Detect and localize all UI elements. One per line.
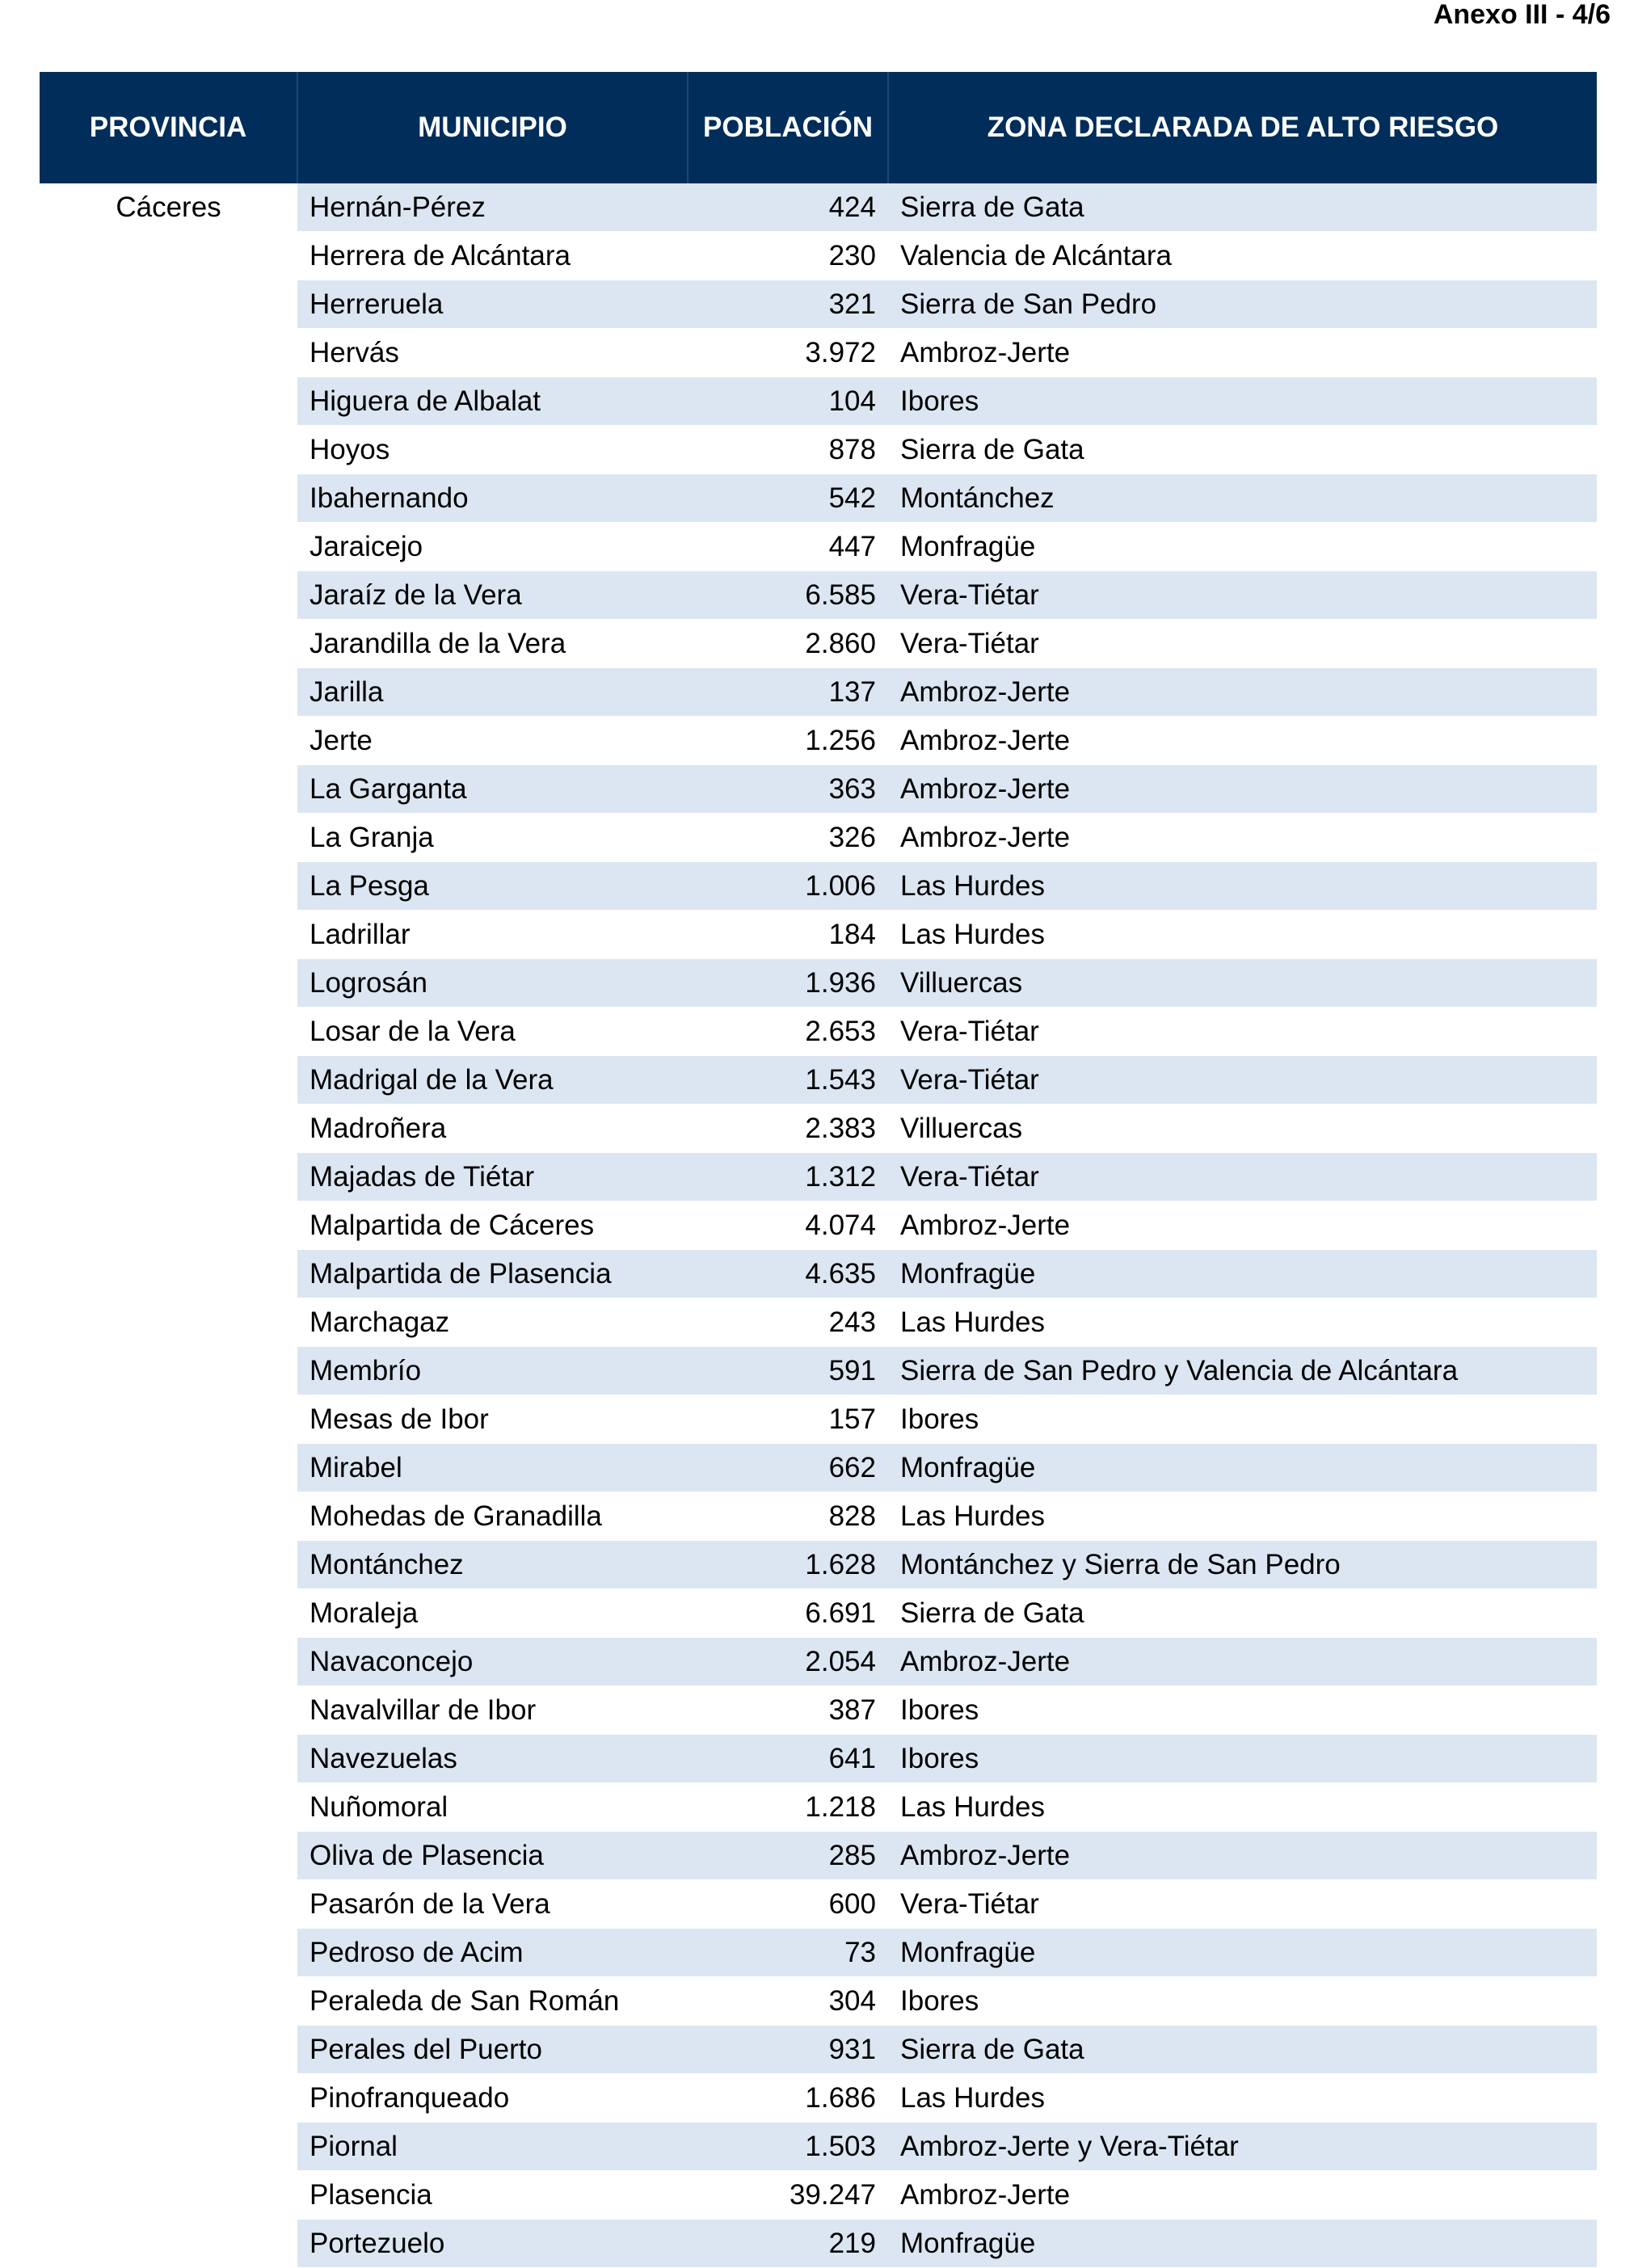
cell-municipio: Hervás xyxy=(297,329,688,377)
cell-zona: Sierra de Gata xyxy=(888,183,1597,232)
cell-municipio: Malpartida de Cáceres xyxy=(297,1201,688,1250)
cell-provincia xyxy=(40,1638,297,1686)
table-header xyxy=(40,72,1597,183)
cell-zona: Ambroz-Jerte xyxy=(888,2171,1597,2220)
cell-provincia xyxy=(40,1250,297,1298)
cell-zona: Ambroz-Jerte xyxy=(888,814,1597,862)
cell-municipio: Nuñomoral xyxy=(297,1783,688,1832)
cell-provincia xyxy=(40,862,297,911)
table-row xyxy=(40,280,1597,329)
cell-poblacion: 1.312 xyxy=(688,1153,888,1201)
cell-poblacion: 321 xyxy=(688,280,888,329)
table-row xyxy=(40,232,1597,280)
cell-provincia xyxy=(40,1492,297,1541)
cell-zona: Monfragüe xyxy=(888,523,1597,571)
cell-provincia xyxy=(40,1589,297,1638)
cell-poblacion: 243 xyxy=(688,1298,888,1347)
cell-provincia xyxy=(40,1201,297,1250)
cell-provincia xyxy=(40,1977,297,2026)
table-row xyxy=(40,1832,1597,1880)
cell-zona: Ambroz-Jerte xyxy=(888,1201,1597,1250)
cell-poblacion: 230 xyxy=(688,232,888,280)
cell-provincia xyxy=(40,717,297,765)
cell-zona: Ibores xyxy=(888,1977,1597,2026)
header-provincia: PROVINCIA xyxy=(40,72,297,183)
cell-poblacion: 387 xyxy=(688,1686,888,1735)
cell-municipio: Hernán-Pérez xyxy=(297,183,688,232)
table-row xyxy=(40,1347,1597,1395)
cell-municipio: Logrosán xyxy=(297,959,688,1008)
cell-poblacion: 2.383 xyxy=(688,1105,888,1153)
table-row xyxy=(40,1977,1597,2026)
cell-provincia xyxy=(40,329,297,377)
cell-poblacion: 157 xyxy=(688,1395,888,1444)
cell-poblacion: 600 xyxy=(688,1880,888,1929)
cell-poblacion: 304 xyxy=(688,1977,888,2026)
cell-poblacion: 931 xyxy=(688,2026,888,2074)
cell-municipio: Peraleda de San Román xyxy=(297,1977,688,2026)
cell-poblacion: 591 xyxy=(688,1347,888,1395)
cell-zona: Ibores xyxy=(888,377,1597,426)
table-row xyxy=(40,571,1597,620)
cell-poblacion: 285 xyxy=(688,1832,888,1880)
cell-poblacion: 4.074 xyxy=(688,1201,888,1250)
cell-poblacion: 1.936 xyxy=(688,959,888,1008)
cell-poblacion: 6.585 xyxy=(688,571,888,620)
cell-poblacion: 104 xyxy=(688,377,888,426)
cell-municipio: Majadas de Tiétar xyxy=(297,1153,688,1201)
table-row xyxy=(40,183,1597,232)
cell-provincia xyxy=(40,1832,297,1880)
cell-poblacion: 39.247 xyxy=(688,2171,888,2220)
cell-provincia xyxy=(40,2026,297,2074)
cell-zona: Sierra de San Pedro xyxy=(888,280,1597,329)
table-header-row xyxy=(40,72,1597,183)
cell-provincia xyxy=(40,1395,297,1444)
cell-municipio: Pinofranqueado xyxy=(297,2074,688,2123)
cell-municipio: Portezuelo xyxy=(297,2220,688,2268)
header-municipio: MUNICIPIO xyxy=(297,72,688,183)
cell-municipio: Jaraíz de la Vera xyxy=(297,571,688,620)
cell-poblacion: 219 xyxy=(688,2220,888,2268)
cell-poblacion: 2.054 xyxy=(688,1638,888,1686)
cell-zona: Sierra de Gata xyxy=(888,426,1597,474)
cell-poblacion: 447 xyxy=(688,523,888,571)
table-row xyxy=(40,1201,1597,1250)
cell-municipio: Jerte xyxy=(297,717,688,765)
cell-provincia xyxy=(40,1880,297,1929)
cell-zona: Vera-Tiétar xyxy=(888,1153,1597,1201)
cell-poblacion: 1.218 xyxy=(688,1783,888,1832)
cell-municipio: Losar de la Vera xyxy=(297,1008,688,1056)
table-row xyxy=(40,620,1597,668)
table-row xyxy=(40,814,1597,862)
table-row xyxy=(40,1492,1597,1541)
cell-municipio: Hoyos xyxy=(297,426,688,474)
cell-provincia xyxy=(40,765,297,814)
cell-zona: Vera-Tiétar xyxy=(888,620,1597,668)
cell-municipio: La Garganta xyxy=(297,765,688,814)
cell-municipio: Plasencia xyxy=(297,2171,688,2220)
cell-municipio: Mesas de Ibor xyxy=(297,1395,688,1444)
cell-zona: Las Hurdes xyxy=(888,1492,1597,1541)
cell-municipio: Pedroso de Acim xyxy=(297,1929,688,1977)
table-row xyxy=(40,2026,1597,2074)
cell-provincia xyxy=(40,1153,297,1201)
cell-zona: Las Hurdes xyxy=(888,862,1597,911)
cell-provincia xyxy=(40,1444,297,1492)
cell-zona: Las Hurdes xyxy=(888,1298,1597,1347)
table-row xyxy=(40,1638,1597,1686)
cell-zona: Monfragüe xyxy=(888,2220,1597,2268)
cell-provincia xyxy=(40,1735,297,1783)
cell-municipio: Mirabel xyxy=(297,1444,688,1492)
cell-provincia xyxy=(40,1783,297,1832)
table-row xyxy=(40,717,1597,765)
cell-municipio: Jarandilla de la Vera xyxy=(297,620,688,668)
table-row xyxy=(40,426,1597,474)
table-row xyxy=(40,1880,1597,1929)
cell-poblacion: 73 xyxy=(688,1929,888,1977)
cell-zona: Ambroz-Jerte xyxy=(888,1638,1597,1686)
cell-zona: Ambroz-Jerte xyxy=(888,329,1597,377)
table-row xyxy=(40,1686,1597,1735)
cell-provincia xyxy=(40,2220,297,2268)
cell-zona: Valencia de Alcántara xyxy=(888,232,1597,280)
municipality-table xyxy=(40,72,1597,2268)
cell-municipio: Navalvillar de Ibor xyxy=(297,1686,688,1735)
table-body xyxy=(40,183,1597,2268)
table-row xyxy=(40,1589,1597,1638)
cell-provincia xyxy=(40,620,297,668)
cell-provincia xyxy=(40,1347,297,1395)
cell-zona: Las Hurdes xyxy=(888,1783,1597,1832)
cell-zona: Vera-Tiétar xyxy=(888,571,1597,620)
table-row xyxy=(40,329,1597,377)
cell-zona: Las Hurdes xyxy=(888,2074,1597,2123)
table-row xyxy=(40,1929,1597,1977)
cell-zona: Vera-Tiétar xyxy=(888,1056,1597,1105)
cell-provincia xyxy=(40,523,297,571)
cell-municipio: Moraleja xyxy=(297,1589,688,1638)
cell-provincia xyxy=(40,814,297,862)
cell-poblacion: 641 xyxy=(688,1735,888,1783)
table-row xyxy=(40,2220,1597,2268)
table-row xyxy=(40,911,1597,959)
table-row xyxy=(40,1056,1597,1105)
cell-provincia: Cáceres xyxy=(40,183,297,232)
cell-zona: Ambroz-Jerte xyxy=(888,668,1597,717)
cell-zona: Monfragüe xyxy=(888,1250,1597,1298)
cell-poblacion: 878 xyxy=(688,426,888,474)
cell-provincia xyxy=(40,571,297,620)
cell-municipio: Navaconcejo xyxy=(297,1638,688,1686)
cell-municipio: Ladrillar xyxy=(297,911,688,959)
cell-municipio: Herreruela xyxy=(297,280,688,329)
cell-zona: Villuercas xyxy=(888,959,1597,1008)
table-row xyxy=(40,1541,1597,1589)
cell-municipio: Navezuelas xyxy=(297,1735,688,1783)
cell-zona: Ambroz-Jerte y Vera-Tiétar xyxy=(888,2123,1597,2171)
cell-provincia xyxy=(40,668,297,717)
cell-provincia xyxy=(40,377,297,426)
cell-provincia xyxy=(40,1541,297,1589)
cell-provincia xyxy=(40,2171,297,2220)
cell-poblacion: 363 xyxy=(688,765,888,814)
cell-poblacion: 137 xyxy=(688,668,888,717)
cell-provincia xyxy=(40,1929,297,1977)
cell-municipio: Jaraicejo xyxy=(297,523,688,571)
table-row xyxy=(40,474,1597,523)
cell-poblacion: 326 xyxy=(688,814,888,862)
cell-poblacion: 424 xyxy=(688,183,888,232)
table-row xyxy=(40,1444,1597,1492)
table-row xyxy=(40,765,1597,814)
table-row xyxy=(40,1250,1597,1298)
header-poblacion: POBLACIÓN xyxy=(688,72,888,183)
table-row xyxy=(40,1105,1597,1153)
header-zona: ZONA DECLARADA DE ALTO RIESGO xyxy=(888,72,1597,183)
table-row xyxy=(40,1395,1597,1444)
cell-poblacion: 662 xyxy=(688,1444,888,1492)
cell-municipio: Oliva de Plasencia xyxy=(297,1832,688,1880)
cell-provincia xyxy=(40,1686,297,1735)
cell-provincia xyxy=(40,1008,297,1056)
cell-provincia xyxy=(40,232,297,280)
cell-zona: Montánchez y Sierra de San Pedro xyxy=(888,1541,1597,1589)
cell-poblacion: 6.691 xyxy=(688,1589,888,1638)
cell-zona: Sierra de San Pedro y Valencia de Alcántara xyxy=(888,1347,1597,1395)
cell-municipio: Madroñera xyxy=(297,1105,688,1153)
table-row xyxy=(40,1783,1597,1832)
table-row xyxy=(40,1735,1597,1783)
cell-municipio: Higuera de Albalat xyxy=(297,377,688,426)
cell-poblacion: 3.972 xyxy=(688,329,888,377)
cell-zona: Vera-Tiétar xyxy=(888,1880,1597,1929)
table-row xyxy=(40,959,1597,1008)
cell-poblacion: 2.653 xyxy=(688,1008,888,1056)
cell-municipio: Mohedas de Granadilla xyxy=(297,1492,688,1541)
cell-provincia xyxy=(40,1105,297,1153)
cell-municipio: La Granja xyxy=(297,814,688,862)
cell-provincia xyxy=(40,1298,297,1347)
cell-municipio: Herrera de Alcántara xyxy=(297,232,688,280)
cell-poblacion: 4.635 xyxy=(688,1250,888,1298)
cell-provincia xyxy=(40,1056,297,1105)
table-row xyxy=(40,1153,1597,1201)
cell-provincia xyxy=(40,2123,297,2171)
cell-provincia xyxy=(40,426,297,474)
cell-zona: Ambroz-Jerte xyxy=(888,1832,1597,1880)
table-row xyxy=(40,1008,1597,1056)
table-row xyxy=(40,377,1597,426)
table-row xyxy=(40,2074,1597,2123)
cell-poblacion: 1.628 xyxy=(688,1541,888,1589)
cell-zona: Las Hurdes xyxy=(888,911,1597,959)
cell-municipio: Piornal xyxy=(297,2123,688,2171)
cell-zona: Ibores xyxy=(888,1686,1597,1735)
cell-municipio: Madrigal de la Vera xyxy=(297,1056,688,1105)
cell-municipio: Ibahernando xyxy=(297,474,688,523)
cell-poblacion: 1.503 xyxy=(688,2123,888,2171)
cell-poblacion: 1.543 xyxy=(688,1056,888,1105)
cell-municipio: Jarilla xyxy=(297,668,688,717)
cell-zona: Sierra de Gata xyxy=(888,1589,1597,1638)
cell-poblacion: 542 xyxy=(688,474,888,523)
cell-provincia xyxy=(40,911,297,959)
cell-poblacion: 1.006 xyxy=(688,862,888,911)
table-row xyxy=(40,668,1597,717)
cell-poblacion: 1.256 xyxy=(688,717,888,765)
cell-zona: Villuercas xyxy=(888,1105,1597,1153)
cell-zona: Montánchez xyxy=(888,474,1597,523)
cell-zona: Monfragüe xyxy=(888,1444,1597,1492)
cell-municipio: Montánchez xyxy=(297,1541,688,1589)
cell-zona: Vera-Tiétar xyxy=(888,1008,1597,1056)
cell-zona: Ambroz-Jerte xyxy=(888,717,1597,765)
cell-municipio: Perales del Puerto xyxy=(297,2026,688,2074)
cell-provincia xyxy=(40,280,297,329)
cell-provincia xyxy=(40,959,297,1008)
cell-municipio: Malpartida de Plasencia xyxy=(297,1250,688,1298)
table-row xyxy=(40,2171,1597,2220)
cell-zona: Ibores xyxy=(888,1395,1597,1444)
page-label: Anexo III - 4/6 xyxy=(1433,0,1611,30)
cell-provincia xyxy=(40,474,297,523)
table-row xyxy=(40,2123,1597,2171)
table-row xyxy=(40,1298,1597,1347)
cell-municipio: La Pesga xyxy=(297,862,688,911)
cell-zona: Ibores xyxy=(888,1735,1597,1783)
cell-municipio: Membrío xyxy=(297,1347,688,1395)
table-row xyxy=(40,523,1597,571)
cell-zona: Sierra de Gata xyxy=(888,2026,1597,2074)
cell-poblacion: 2.860 xyxy=(688,620,888,668)
table-row xyxy=(40,862,1597,911)
cell-municipio: Pasarón de la Vera xyxy=(297,1880,688,1929)
cell-poblacion: 184 xyxy=(688,911,888,959)
cell-zona: Ambroz-Jerte xyxy=(888,765,1597,814)
cell-poblacion: 1.686 xyxy=(688,2074,888,2123)
cell-poblacion: 828 xyxy=(688,1492,888,1541)
cell-zona: Monfragüe xyxy=(888,1929,1597,1977)
cell-municipio: Marchagaz xyxy=(297,1298,688,1347)
cell-provincia xyxy=(40,2074,297,2123)
